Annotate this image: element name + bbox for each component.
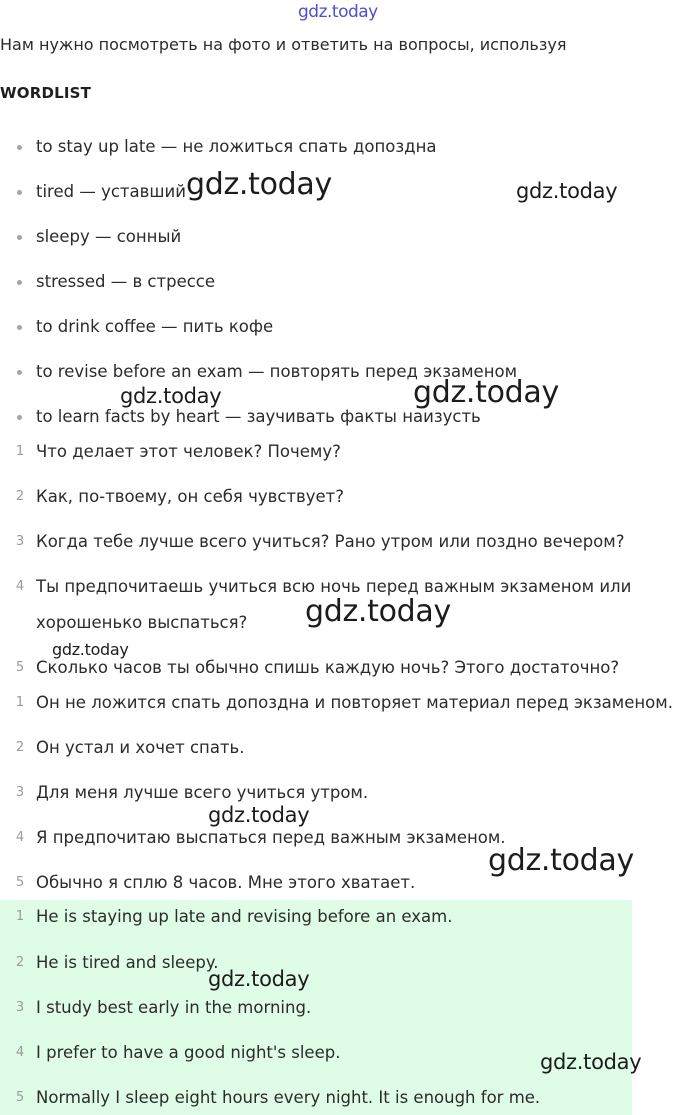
intro-text: Нам нужно посмотреть на фото и ответить на вопросы, используя <box>0 35 567 54</box>
bullet-icon <box>17 415 22 420</box>
answer-number: 3 <box>15 785 25 800</box>
watermark: gdz.today <box>52 640 129 659</box>
bullet-icon <box>17 190 22 195</box>
answer-number: 4 <box>15 830 25 845</box>
wordlist-item: to drink coffee — пить кофе <box>0 316 680 338</box>
answer-ru-item: 2 Он устал и хочет спать. <box>0 737 680 759</box>
answer-en-item: 5 Normally I sleep eight hours every night. It is enough for me. <box>0 1087 680 1109</box>
answer-ru-item: 1 Он не ложится спать допоздна и повторяет материал перед экзаменом. <box>0 692 680 714</box>
watermark: gdz.today <box>488 843 634 878</box>
watermark: gdz.today <box>120 384 222 408</box>
wordlist-item: sleepy — сонный <box>0 226 680 248</box>
wordlist-item: tired — уставший <box>0 181 680 203</box>
watermark: gdz.today <box>208 967 310 991</box>
question-item: 3 Когда тебе лучше всего учиться? Рано утром или поздно вечером? <box>0 531 680 553</box>
watermark: gdz.today <box>305 594 451 629</box>
answer-number: 4 <box>15 1045 25 1060</box>
wordlist-item: stressed — в стрессе <box>0 271 680 293</box>
answer-en-item: 4 I prefer to have a good night's sleep. <box>0 1042 680 1064</box>
answer-en-item: 2 He is tired and sleepy. <box>0 952 680 974</box>
answer-ru-item: 5 Обычно я сплю 8 часов. Мне этого хватает. <box>0 872 680 894</box>
answer-en-item: 1 He is staying up late and revising before an exam. <box>0 906 680 928</box>
question-number: 1 <box>15 444 25 459</box>
answer-number: 5 <box>15 875 25 890</box>
answer-number: 2 <box>15 740 25 755</box>
answer-number: 3 <box>15 1000 25 1015</box>
question-item: 2 Как, по-твоему, он себя чувствует? <box>0 486 680 508</box>
question-number: 2 <box>15 489 25 504</box>
bullet-icon <box>17 280 22 285</box>
bullet-icon <box>17 235 22 240</box>
wordlist-heading: WORDLIST <box>0 84 92 102</box>
bullet-icon <box>17 325 22 330</box>
answer-number: 1 <box>15 695 25 710</box>
watermark: gdz.today <box>540 1050 642 1074</box>
bullet-icon <box>17 145 22 150</box>
bullet-icon <box>17 370 22 375</box>
answer-number: 2 <box>15 955 25 970</box>
question-number: 4 <box>15 579 25 594</box>
watermark: gdz.today <box>516 179 618 203</box>
wordlist-item: to learn facts by heart — заучивать факты наизусть <box>0 406 680 428</box>
wordlist-item: to stay up late — не ложиться спать допоздна <box>0 136 680 158</box>
question-number: 3 <box>15 534 25 549</box>
answer-number: 5 <box>15 1090 25 1105</box>
question-number: 5 <box>15 660 25 675</box>
watermark: gdz.today <box>413 375 559 410</box>
answer-ru-item: 3 Для меня лучше всего учиться утром. <box>0 782 680 804</box>
question-item: 1 Что делает этот человек? Почему? <box>0 441 680 463</box>
watermark: gdz.today <box>208 803 310 827</box>
wordlist-item: to revise before an exam — повторять перед экзаменом <box>0 361 680 383</box>
question-item: 5 Сколько часов ты обычно спишь каждую ночь? Этого достаточно? <box>0 657 680 679</box>
site-logo[interactable]: gdz.today <box>298 2 378 22</box>
answer-en-item: 3 I study best early in the morning. <box>0 997 680 1019</box>
question-item: 4 Ты предпочитаешь учиться всю ночь перед важным экзаменом или <box>0 576 680 598</box>
question-item-continuation: хорошенько выспаться? <box>36 613 248 632</box>
watermark: gdz.today <box>186 167 332 202</box>
answer-number: 1 <box>15 909 25 924</box>
answer-ru-item: 4 Я предпочитаю выспаться перед важным экзаменом. <box>0 827 680 849</box>
